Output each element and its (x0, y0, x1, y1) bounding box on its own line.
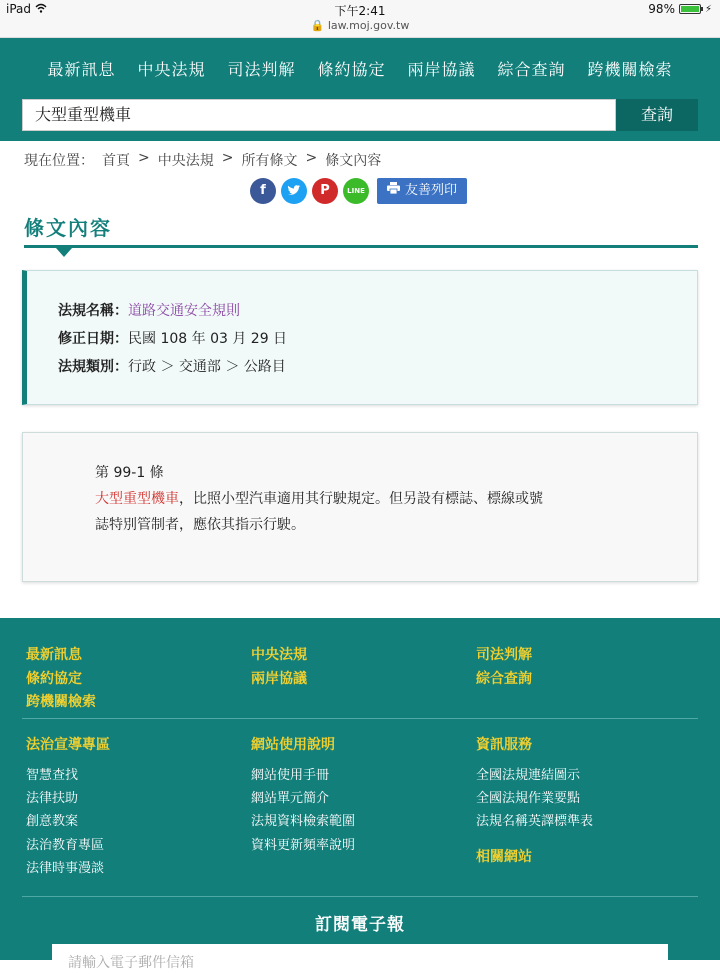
twitter-icon[interactable] (281, 178, 307, 204)
breadcrumb-item-central-laws[interactable]: 中央法規 (157, 153, 214, 169)
nav-item-cross-agency-search[interactable]: 跨機關檢索 (587, 60, 673, 79)
footer-link-latest-news[interactable]: 最新訊息 (26, 647, 82, 663)
footer-link-treaties[interactable]: 條約協定 (26, 671, 82, 687)
battery-percent: 98% (648, 2, 675, 16)
main-nav (0, 38, 720, 88)
footer-link-judicial-rulings[interactable]: 司法判解 (476, 647, 532, 663)
status-bar (0, 0, 720, 38)
status-right (648, 2, 712, 16)
law-name-row (58, 300, 240, 320)
footer-col2-item[interactable]: 網站使用手冊 (251, 768, 330, 783)
printer-icon (387, 178, 400, 204)
device-name: iPad (6, 2, 32, 16)
footer-col2-item[interactable]: 法規資料檢索範圍 (251, 814, 356, 829)
nav-item-latest-news[interactable]: 最新訊息 (47, 60, 116, 79)
lock-icon: 🔒 (310, 19, 325, 32)
status-time: 下午2:41 (334, 4, 386, 18)
footer-link-central-laws[interactable]: 中央法規 (251, 647, 307, 663)
nav-item-central-laws[interactable]: 中央法規 (137, 60, 206, 79)
footer-col2-item[interactable]: 網站單元簡介 (251, 791, 330, 806)
nav-item-general-search[interactable]: 綜合查詢 (497, 60, 566, 79)
footer-col1-item[interactable]: 法律扶助 (26, 791, 79, 806)
law-category-value: 行政 ＞ 交通部 ＞ 公路目 (128, 359, 286, 375)
share-buttons (250, 178, 467, 204)
breadcrumb (24, 150, 381, 170)
footer-link-cross-agency-search[interactable]: 跨機關檢索 (26, 694, 96, 710)
footer-col1-item[interactable]: 法律時事漫談 (26, 861, 105, 876)
footer-col1-item[interactable]: 智慧查找 (26, 768, 79, 783)
footer-divider (22, 896, 698, 897)
facebook-icon[interactable]: f (250, 178, 276, 204)
search-bar (0, 88, 720, 141)
footer-col3-item[interactable]: 全國法規連結圖示 (476, 768, 581, 783)
breadcrumb-separator: > (221, 150, 234, 166)
title-arrow-icon (56, 248, 72, 257)
footer-col1-title[interactable]: 法治宣導專區 (26, 737, 110, 753)
battery-icon (679, 4, 701, 14)
law-category-row (58, 356, 286, 376)
battery-fill (681, 6, 699, 12)
search-highlight: 大型重型機車 (95, 491, 179, 507)
newsletter-email-input[interactable]: 請輸入電子郵件信箱 (52, 944, 668, 974)
footer-col3-title[interactable]: 資訊服務 (476, 737, 532, 753)
article-text (95, 486, 595, 538)
newsletter-title: 訂閱電子報 (315, 915, 405, 935)
article-text-line1: ，比照小型汽車適用其行駛規定。但另設有標誌、標線或號 (179, 491, 543, 507)
amend-date-label: 修正日期： (58, 331, 128, 347)
search-button[interactable]: 查詢 (616, 99, 698, 131)
law-name-link[interactable]: 道路交通安全規則 (128, 303, 240, 319)
law-category-label: 法規類別： (58, 359, 128, 375)
breadcrumb-prefix: 現在位置： (24, 153, 94, 169)
footer-col2-item[interactable]: 資料更新頻率說明 (251, 838, 356, 853)
breadcrumb-item-article-content: 條文內容 (325, 153, 382, 169)
nav-item-judicial-rulings[interactable]: 司法判解 (227, 60, 296, 79)
footer-link-general-search[interactable]: 綜合查詢 (476, 671, 532, 687)
plurk-icon[interactable]: P (312, 178, 338, 204)
title-divider (24, 245, 698, 248)
breadcrumb-item-home[interactable]: 首頁 (102, 153, 130, 169)
law-name-label: 法規名稱： (58, 303, 128, 319)
charging-icon: ⚡ (704, 3, 712, 15)
page-title: 條文內容 (24, 216, 112, 240)
footer-col1-item[interactable]: 法治教育專區 (26, 838, 105, 853)
amend-date-row (58, 328, 287, 348)
print-button[interactable] (377, 178, 467, 204)
amend-date-value: 民國 108 年 03 月 29 日 (128, 331, 288, 347)
nav-item-cross-strait[interactable]: 兩岸協議 (407, 60, 476, 79)
article-box (22, 432, 698, 582)
article-number: 第 99-1 條 (95, 465, 164, 481)
footer-divider (22, 718, 698, 719)
address-bar[interactable] (0, 19, 720, 32)
footer-link-cross-strait[interactable]: 兩岸協議 (251, 671, 307, 687)
breadcrumb-separator: > (138, 150, 150, 166)
footer-col3-item[interactable]: 全國法規作業要點 (476, 791, 581, 806)
breadcrumb-separator: > (305, 150, 318, 166)
footer-col1-item[interactable]: 創意教案 (26, 814, 79, 829)
footer-col2-title[interactable]: 網站使用說明 (251, 737, 335, 753)
line-icon[interactable]: LINE (343, 178, 369, 204)
address-url: law.moj.gov.tw (327, 19, 410, 32)
law-info-box (22, 270, 698, 405)
footer-related-sites[interactable]: 相關網站 (476, 849, 532, 865)
site-footer (0, 618, 720, 971)
search-input[interactable]: 大型重型機車 (22, 99, 616, 131)
print-label: 友善列印 (405, 183, 458, 198)
nav-item-treaties[interactable]: 條約協定 (317, 60, 386, 79)
article-text-line2: 誌特別管制者，應依其指示行駛。 (95, 517, 305, 533)
breadcrumb-item-all-articles[interactable]: 所有條文 (241, 153, 298, 169)
footer-col3-item[interactable]: 法規名稱英譯標準表 (476, 814, 594, 829)
